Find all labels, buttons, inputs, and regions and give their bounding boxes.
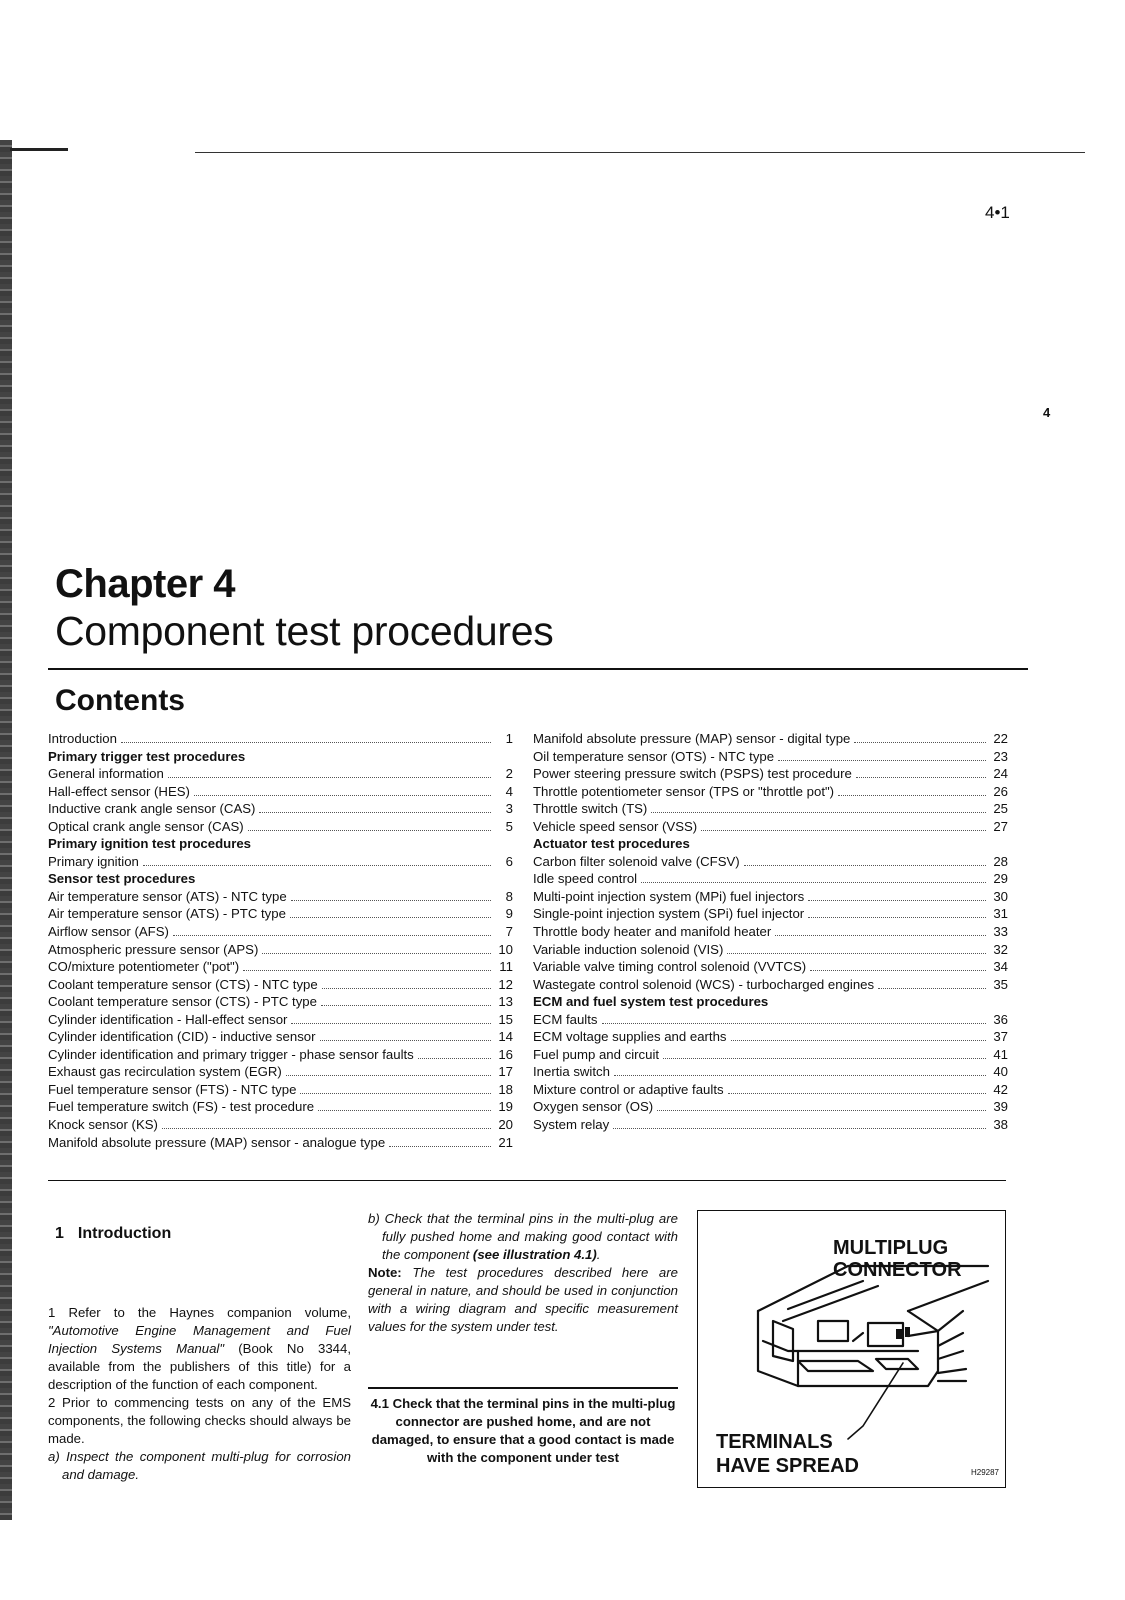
contents-entry-label: Multi-point injection system (MPi) fuel injectors bbox=[533, 888, 805, 904]
contents-entry-page: 27 bbox=[993, 818, 1008, 834]
contents-entry-label: Cylinder identification - Hall-effect sensor bbox=[48, 1011, 288, 1027]
contents-entry[interactable] bbox=[533, 958, 1008, 976]
note-text: The test procedures described here are general in nature, and should be used in conjunction with a wiring diagram and specific measurement values for the system under test. bbox=[368, 1265, 678, 1334]
contents-entry[interactable] bbox=[533, 853, 1008, 871]
dot-leader bbox=[322, 988, 491, 989]
dot-leader bbox=[173, 935, 491, 936]
contents-entry-page: 32 bbox=[993, 941, 1008, 957]
dot-leader bbox=[728, 1093, 986, 1094]
contents-entry-page: 25 bbox=[993, 801, 1008, 817]
note-label: Note: bbox=[368, 1265, 402, 1280]
contents-entry-label: Primary ignition bbox=[48, 853, 139, 869]
figure-label-line-4: HAVE SPREAD bbox=[716, 1455, 859, 1477]
body-column-2 bbox=[368, 1210, 678, 1336]
dot-leader bbox=[291, 1023, 491, 1024]
dot-leader bbox=[878, 988, 986, 989]
contents-entry[interactable] bbox=[533, 730, 1008, 748]
contents-entry[interactable] bbox=[533, 818, 1008, 836]
note bbox=[368, 1264, 678, 1336]
contents-entry[interactable] bbox=[533, 783, 1008, 801]
dot-leader bbox=[318, 1110, 491, 1111]
paragraph-1-text: 1 Refer to the Haynes companion volume, bbox=[48, 1305, 351, 1320]
contents-entry-label: ECM voltage supplies and earths bbox=[533, 1029, 727, 1045]
contents-entry-label: Introduction bbox=[48, 731, 117, 746]
dot-leader bbox=[651, 812, 986, 813]
contents-group-heading: Sensor test procedures bbox=[48, 871, 196, 887]
contents-entry-label: Fuel temperature sensor (FTS) - NTC type bbox=[48, 1081, 297, 1097]
contents-entry[interactable] bbox=[48, 765, 513, 783]
paragraph-1-text-end: (Book No 3344, available from the publishers of this title) for a description of the function of each component. bbox=[48, 1341, 351, 1392]
dot-leader bbox=[856, 777, 986, 778]
figure-label-line-3: TERMINALS bbox=[716, 1431, 833, 1453]
dot-leader bbox=[744, 865, 986, 866]
dot-leader bbox=[321, 1005, 491, 1006]
dot-leader bbox=[418, 1058, 491, 1059]
contents-entry-page: 2 bbox=[505, 766, 513, 782]
contents-entry-label: Mixture control or adaptive faults bbox=[533, 1081, 724, 1097]
contents-entry-label: Knock sensor (KS) bbox=[48, 1117, 158, 1133]
dot-leader bbox=[701, 830, 986, 831]
contents-entry[interactable] bbox=[48, 993, 513, 1011]
contents-entry[interactable] bbox=[533, 1098, 1008, 1116]
contents-entry-page: 28 bbox=[993, 853, 1008, 869]
dot-leader bbox=[194, 795, 491, 796]
dot-leader bbox=[290, 917, 491, 918]
contents-entry-label: Optical crank angle sensor (CAS) bbox=[48, 818, 244, 834]
contents-entry[interactable] bbox=[48, 1028, 513, 1046]
contents-entry[interactable] bbox=[533, 1081, 1008, 1099]
contents-group-heading: ECM and fuel system test procedures bbox=[533, 994, 769, 1010]
contents-group-heading: Primary ignition test procedures bbox=[48, 836, 251, 852]
contents-entry-page: 21 bbox=[498, 1134, 513, 1150]
contents-entry-page: 30 bbox=[993, 888, 1008, 904]
contents-entry-page: 34 bbox=[993, 959, 1008, 975]
contents-entry[interactable] bbox=[533, 923, 1008, 941]
contents-entry-page: 5 bbox=[505, 818, 513, 834]
contents-entry-page: 31 bbox=[993, 906, 1008, 922]
contents-entry-page: 17 bbox=[498, 1064, 513, 1080]
figure-label-line-1: MULTIPLUG bbox=[833, 1237, 949, 1259]
contents-entry[interactable] bbox=[533, 870, 1008, 888]
paragraph-2: 2 Prior to commencing tests on any of the EMS components, the following checks should always be made. bbox=[48, 1395, 351, 1446]
section-heading bbox=[55, 1225, 171, 1243]
contents-entry-page: 16 bbox=[498, 1046, 513, 1062]
figure-label-terminals bbox=[716, 1430, 859, 1478]
title-rule bbox=[48, 668, 1028, 670]
chapter-title: Component test procedures bbox=[55, 608, 554, 654]
contents-entry-label: ECM faults bbox=[533, 1011, 598, 1027]
contents-entry-label: Air temperature sensor (ATS) - NTC type bbox=[48, 888, 287, 904]
book-title: "Automotive Engine Management and Fuel Injection Systems Manual" bbox=[48, 1323, 351, 1356]
paragraph-1 bbox=[48, 1304, 351, 1394]
dot-leader bbox=[731, 1040, 986, 1041]
contents-entry-label: Exhaust gas recirculation system (EGR) bbox=[48, 1064, 282, 1080]
body-column-1 bbox=[48, 1304, 351, 1484]
caption-rule bbox=[368, 1387, 678, 1389]
dot-leader bbox=[663, 1058, 986, 1059]
contents-entry-label: General information bbox=[48, 766, 164, 782]
contents-entry-label: Fuel pump and circuit bbox=[533, 1046, 660, 1062]
contents-entry-page: 1 bbox=[505, 731, 513, 746]
contents-entry-page: 20 bbox=[498, 1117, 513, 1133]
contents-entry-page: 18 bbox=[498, 1081, 513, 1097]
contents-entry-label: Airflow sensor (AFS) bbox=[48, 924, 169, 940]
dot-leader bbox=[143, 865, 491, 866]
contents-entry-label: Coolant temperature sensor (CTS) - PTC type bbox=[48, 994, 317, 1010]
contents-entry[interactable] bbox=[48, 888, 513, 906]
contents-entry-label: Throttle body heater and manifold heater bbox=[533, 924, 772, 940]
contents-entry[interactable] bbox=[533, 748, 1008, 766]
illustration-reference[interactable]: (see illustration 4.1) bbox=[472, 1247, 597, 1262]
contents-entry-page: 11 bbox=[499, 959, 513, 975]
contents-entry-page: 26 bbox=[993, 783, 1008, 799]
contents-entry[interactable] bbox=[48, 905, 513, 923]
contents-entry-label: Manifold absolute pressure (MAP) sensor - analogue type bbox=[48, 1134, 386, 1150]
contents-entry-label: Oil temperature sensor (OTS) - NTC type bbox=[533, 748, 775, 764]
contents-entry-page: 19 bbox=[498, 1099, 513, 1115]
section-number: 1 bbox=[55, 1225, 64, 1242]
contents-entry[interactable] bbox=[48, 1116, 513, 1134]
check-item-b-text: b) Check that the terminal pins in the multi-plug are fully pushed home and making good contact with the component bbox=[368, 1211, 678, 1262]
dot-leader bbox=[810, 970, 986, 971]
dot-leader bbox=[168, 777, 491, 778]
contents-entry-label: Single-point injection system (SPi) fuel injector bbox=[533, 906, 805, 922]
contents-entry-label: Variable valve timing control solenoid (VVTCS) bbox=[533, 959, 807, 975]
contents-entry-page: 9 bbox=[505, 906, 513, 922]
figure-code: H29287 bbox=[970, 1468, 999, 1477]
contents-entry-label: System relay bbox=[533, 1117, 610, 1133]
contents-entry[interactable] bbox=[533, 941, 1008, 959]
contents-entry[interactable] bbox=[48, 1046, 513, 1064]
dot-leader bbox=[727, 953, 986, 954]
contents-entry-label: Manifold absolute pressure (MAP) sensor - digital type bbox=[533, 731, 851, 746]
figure-label-line-2: CONNECTOR bbox=[833, 1259, 962, 1281]
contents-entry-page: 39 bbox=[993, 1099, 1008, 1115]
contents-entry[interactable] bbox=[533, 765, 1008, 783]
contents-group-heading: Actuator test procedures bbox=[533, 836, 690, 852]
contents-entry-page: 15 bbox=[498, 1011, 513, 1027]
dot-leader bbox=[854, 742, 986, 743]
contents-entry-page: 40 bbox=[993, 1064, 1008, 1080]
contents-entry[interactable] bbox=[48, 853, 513, 871]
contents-entry[interactable] bbox=[533, 1116, 1008, 1134]
chapter-number: Chapter 4 bbox=[55, 562, 235, 606]
contents-entry[interactable] bbox=[48, 800, 513, 818]
contents-entry[interactable] bbox=[48, 783, 513, 801]
contents-entry[interactable] bbox=[48, 1134, 513, 1152]
page-binding-edge bbox=[0, 140, 12, 1520]
contents-entry-page: 41 bbox=[993, 1046, 1008, 1062]
contents-entry[interactable] bbox=[533, 905, 1008, 923]
contents-entry-page: 22 bbox=[993, 731, 1008, 746]
header-rule bbox=[195, 152, 1085, 153]
contents-entry-label: Oxygen sensor (OS) bbox=[533, 1099, 654, 1115]
contents-entry-page: 33 bbox=[993, 924, 1008, 940]
contents-entry[interactable] bbox=[533, 888, 1008, 906]
contents-entry-page: 8 bbox=[505, 888, 513, 904]
section-divider bbox=[48, 1180, 1006, 1181]
page-number: 4•1 bbox=[985, 203, 1010, 222]
dot-leader bbox=[286, 1075, 491, 1076]
dot-leader bbox=[320, 1040, 491, 1041]
contents-entry-page: 10 bbox=[498, 941, 513, 957]
contents-list-right bbox=[533, 730, 1008, 1134]
contents-list-left bbox=[48, 730, 513, 1151]
dot-leader bbox=[300, 1093, 491, 1094]
contents-entry-label: Throttle switch (TS) bbox=[533, 801, 648, 817]
figure-multiplug-connector bbox=[697, 1210, 1006, 1488]
contents-entry-page: 29 bbox=[993, 871, 1008, 887]
contents-entry-label: Cylinder identification and primary trigger - phase sensor faults bbox=[48, 1046, 414, 1062]
dot-leader bbox=[778, 760, 986, 761]
contents-entry-label: Inertia switch bbox=[533, 1064, 610, 1080]
dot-leader bbox=[262, 953, 491, 954]
dot-leader bbox=[614, 1075, 986, 1076]
dot-leader bbox=[162, 1128, 491, 1129]
contents-entry-label: Hall-effect sensor (HES) bbox=[48, 783, 190, 799]
contents-entry-label: Throttle potentiometer sensor (TPS or "throttle pot") bbox=[533, 783, 835, 799]
contents-entry-label: Coolant temperature sensor (CTS) - NTC type bbox=[48, 976, 318, 992]
contents-entry-page: 6 bbox=[505, 853, 513, 869]
contents-entry[interactable] bbox=[533, 1028, 1008, 1046]
dot-leader bbox=[243, 970, 491, 971]
contents-entry[interactable] bbox=[533, 1011, 1008, 1029]
contents-entry[interactable] bbox=[533, 800, 1008, 818]
contents-entry-page: 37 bbox=[993, 1029, 1008, 1045]
contents-entry[interactable] bbox=[48, 1081, 513, 1099]
dot-leader bbox=[259, 812, 491, 813]
contents-entry[interactable] bbox=[48, 1098, 513, 1116]
contents-group-heading: Primary trigger test procedures bbox=[48, 748, 246, 764]
contents-entry-page: 23 bbox=[993, 748, 1008, 764]
contents-entry-label: Variable induction solenoid (VIS) bbox=[533, 941, 724, 957]
contents-entry-label: Inductive crank angle sensor (CAS) bbox=[48, 801, 256, 817]
dot-leader bbox=[657, 1110, 986, 1111]
contents-entry[interactable] bbox=[533, 1046, 1008, 1064]
contents-entry-page: 42 bbox=[993, 1081, 1008, 1097]
contents-entry[interactable] bbox=[533, 976, 1008, 994]
figure-caption: 4.1 Check that the terminal pins in the multi-plug connector are pushed home, and are not damaged, to ensure that a good contact is made with the component under test bbox=[370, 1396, 676, 1465]
dot-leader bbox=[291, 900, 491, 901]
dot-leader bbox=[775, 935, 986, 936]
contents-entry[interactable] bbox=[48, 818, 513, 836]
contents-entry-label: Cylinder identification (CID) - inductive sensor bbox=[48, 1029, 316, 1045]
contents-heading: Contents bbox=[55, 684, 185, 717]
section-title: Introduction bbox=[77, 1225, 172, 1242]
contents-entry-page: 3 bbox=[505, 801, 513, 817]
dot-leader bbox=[808, 900, 986, 901]
chapter-tab-marker: 4 bbox=[1043, 405, 1051, 420]
contents-entry[interactable] bbox=[48, 1063, 513, 1081]
dot-leader bbox=[641, 882, 986, 883]
contents-entry-label: Vehicle speed sensor (VSS) bbox=[533, 818, 698, 834]
contents-entry[interactable] bbox=[48, 976, 513, 994]
contents-entry-page: 4 bbox=[505, 783, 513, 799]
contents-entry[interactable] bbox=[48, 941, 513, 959]
contents-entry-label: Idle speed control bbox=[533, 871, 638, 887]
check-item-a: a) Inspect the component multi-plug for corrosion and damage. bbox=[48, 1449, 351, 1482]
figure-label-connector bbox=[833, 1237, 962, 1281]
contents-entry-label: Wastegate control solenoid (WCS) - turbocharged engines bbox=[533, 976, 875, 992]
contents-entry-label: Fuel temperature switch (FS) - test procedure bbox=[48, 1099, 315, 1115]
contents-entry-label: Atmospheric pressure sensor (APS) bbox=[48, 941, 259, 957]
contents-entry[interactable] bbox=[48, 958, 513, 976]
contents-entry-page: 14 bbox=[498, 1029, 513, 1045]
contents-entry-page: 38 bbox=[993, 1117, 1008, 1133]
dot-leader bbox=[121, 742, 491, 743]
contents-entry-page: 12 bbox=[498, 976, 513, 992]
check-item-b bbox=[368, 1210, 678, 1264]
contents-entry-label: Air temperature sensor (ATS) - PTC type bbox=[48, 906, 286, 922]
contents-entry-label: Power steering pressure switch (PSPS) test procedure bbox=[533, 766, 852, 782]
contents-entry[interactable] bbox=[48, 1011, 513, 1029]
dot-leader bbox=[248, 830, 491, 831]
check-item-b-end: . bbox=[596, 1247, 601, 1262]
contents-entry-label: Carbon filter solenoid valve (CFSV) bbox=[533, 853, 740, 869]
contents-entry-page: 7 bbox=[505, 924, 513, 940]
dot-leader bbox=[389, 1146, 491, 1147]
contents-entry-page: 13 bbox=[498, 994, 513, 1010]
contents-entry-page: 35 bbox=[993, 976, 1008, 992]
contents-entry[interactable] bbox=[48, 923, 513, 941]
dot-leader bbox=[838, 795, 986, 796]
contents-entry[interactable] bbox=[48, 730, 513, 748]
dot-leader bbox=[613, 1128, 986, 1129]
contents-entry-label: CO/mixture potentiometer ("pot") bbox=[48, 959, 240, 975]
contents-entry-page: 36 bbox=[993, 1011, 1008, 1027]
contents-entry[interactable] bbox=[533, 1063, 1008, 1081]
dot-leader bbox=[808, 917, 986, 918]
header-tick bbox=[10, 148, 68, 151]
contents-entry-page: 24 bbox=[993, 766, 1008, 782]
dot-leader bbox=[602, 1023, 987, 1024]
